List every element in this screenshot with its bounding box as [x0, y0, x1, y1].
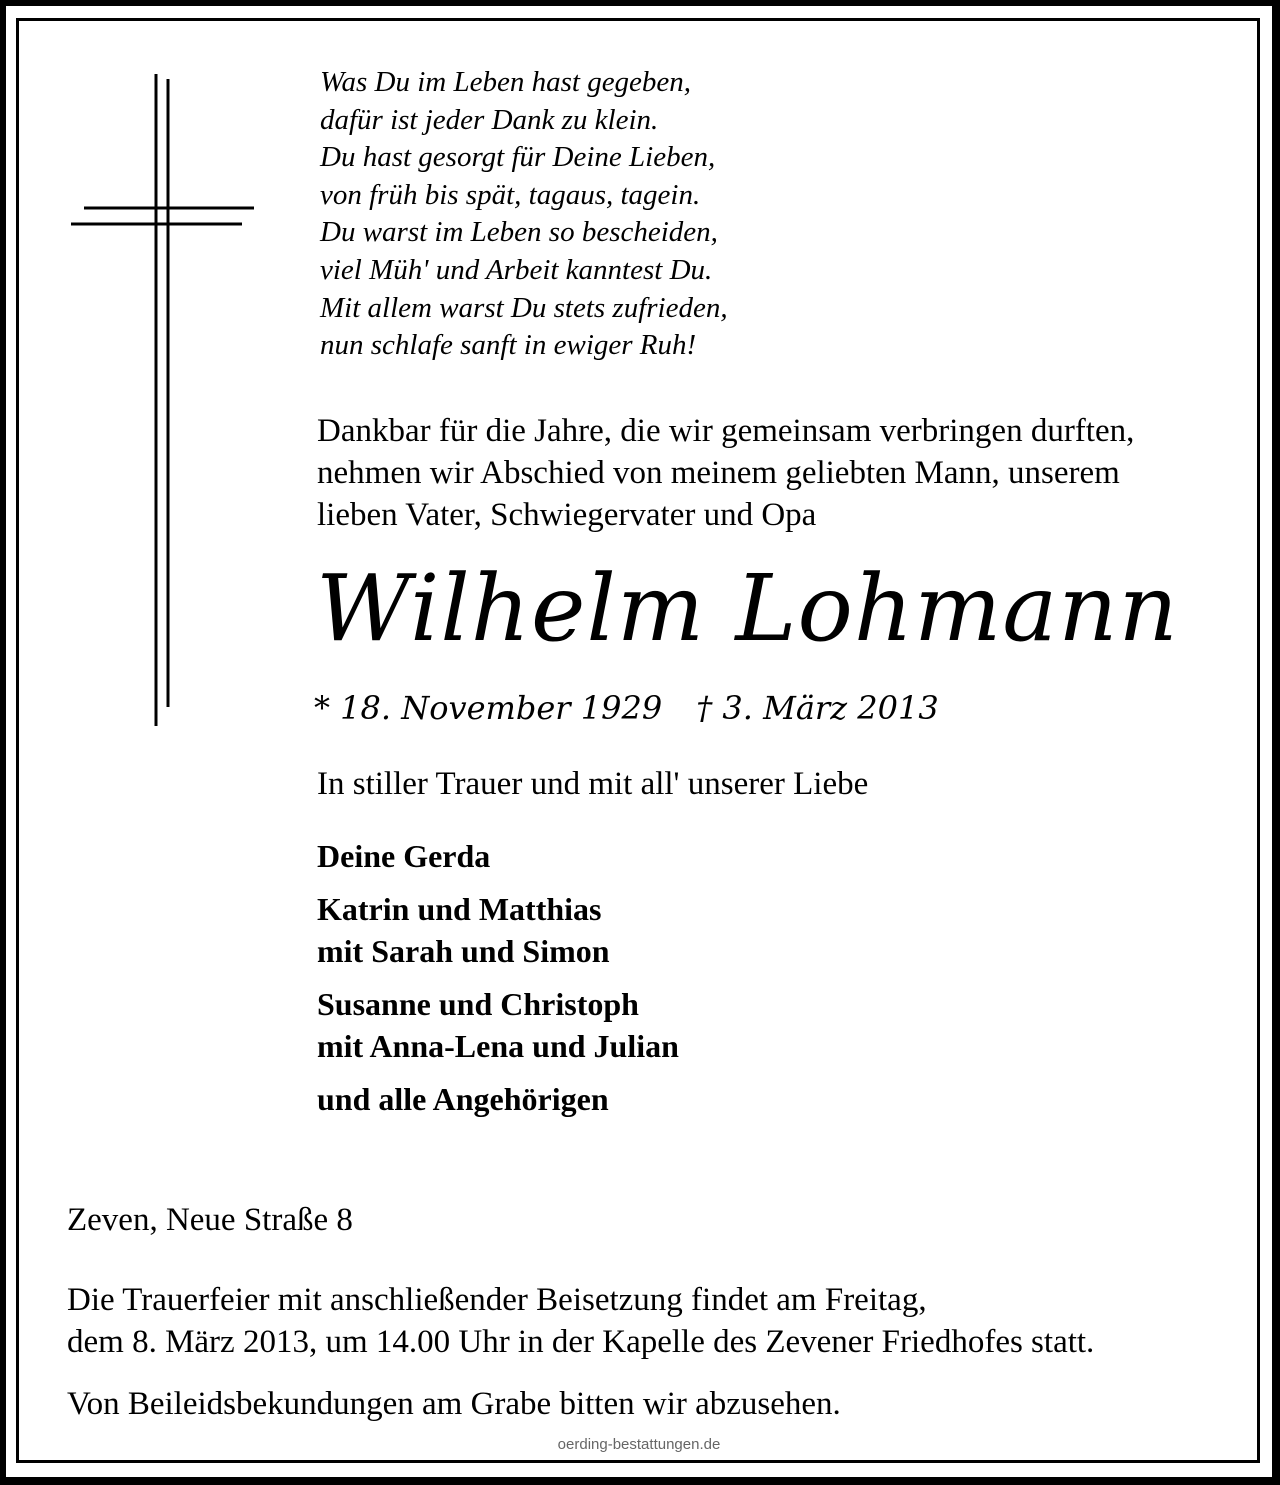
family-member: Katrin und Matthias [317, 891, 602, 927]
family-group [317, 983, 679, 1067]
intro-line: lieben Vater, Schwiegervater und Opa [317, 497, 817, 533]
family-member: Deine Gerda [317, 838, 491, 874]
poem-line: Du hast gesorgt für Deine Lieben, [320, 141, 716, 174]
family-group [317, 835, 679, 877]
source-credit: oerding-bestattungen.de [557, 1436, 721, 1453]
life-dates [314, 686, 939, 730]
poem-line: Mit allem warst Du stets zufrieden, [320, 291, 728, 324]
death-date: † 3. März 2013 [696, 689, 939, 727]
family-list [317, 835, 679, 1131]
family-member: mit Sarah und Simon [317, 933, 610, 969]
family-member: Susanne und Christoph [317, 986, 639, 1022]
condolence-note: Von Beileidsbekundungen am Grabe bitten wir abzusehen. [67, 1386, 841, 1422]
poem-line: nun schlafe sanft in ewiger Ruh! [320, 329, 697, 362]
cross-icon [64, 74, 254, 726]
mourning-line: In stiller Trauer und mit all' unserer Liebe [317, 766, 869, 802]
poem-line: von früh bis spät, tagaus, tagein. [320, 178, 701, 211]
intro-line: nehmen wir Abschied von meinem geliebten Mann, unserem [317, 455, 1120, 491]
poem-line: viel Müh' und Arbeit kanntest Du. [320, 253, 713, 286]
ceremony-line: Die Trauerfeier mit anschließender Beisetzung findet am Freitag, [67, 1282, 927, 1318]
poem [320, 64, 1220, 365]
intro-text [317, 410, 1247, 536]
poem-line: Du warst im Leben so bescheiden, [320, 216, 718, 249]
family-group [317, 888, 679, 972]
family-member: mit Anna-Lena und Julian [317, 1028, 679, 1064]
address: Zeven, Neue Straße 8 [67, 1202, 353, 1238]
deceased-name: Wilhelm Lohmann [316, 555, 1179, 662]
family-group [317, 1078, 679, 1120]
ceremony-info [67, 1279, 1094, 1363]
birth-date: * 18. November 1929 [314, 689, 663, 727]
intro-line: Dankbar für die Jahre, die wir gemeinsam verbringen durften, [317, 413, 1135, 449]
poem-line: dafür ist jeder Dank zu klein. [320, 103, 659, 136]
poem-line: Was Du im Leben hast gegeben, [320, 66, 692, 98]
obituary-page [6, 6, 1272, 1477]
ceremony-line: dem 8. März 2013, um 14.00 Uhr in der Kapelle des Zevener Friedhofes statt. [67, 1324, 1095, 1360]
family-member: und alle Angehörigen [317, 1081, 609, 1117]
